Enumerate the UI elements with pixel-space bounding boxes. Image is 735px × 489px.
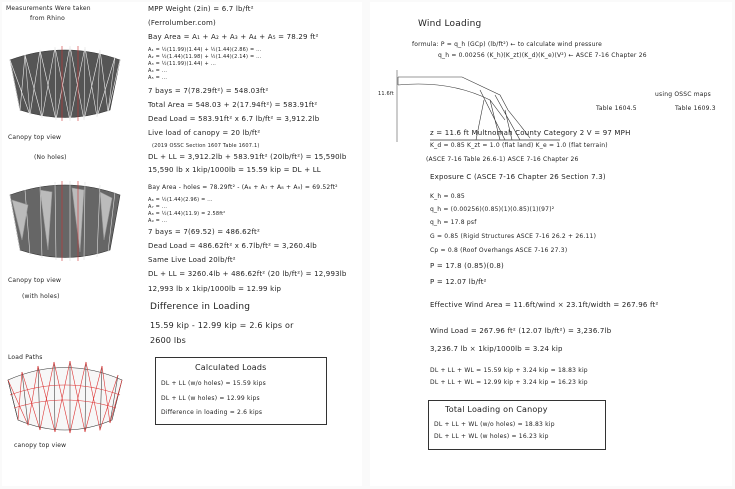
calc-line: Bay Area = A₁ + A₂ + A₃ + A₄ + A₅ = 78.29 ft² [148,33,319,41]
wind-kip-line: 3,236.7 lb × 1kip/1000lb = 3.24 kip [430,345,563,353]
caption-top-view-no-holes-2: (No holes) [34,154,67,161]
wind-calc-line: P = 12.07 lb/ft² [430,278,487,286]
difference-line: 2600 lbs [150,336,186,345]
wind-calc-line: q_h = (0.00256)(0.85)(1)(0.85)(1)(97)² [430,206,555,213]
caption-top-view-with-holes-1: Canopy top view [8,277,62,284]
calc-line: A₆ = ½(1.44)(2.96) = ... [148,197,213,203]
wind-calc-line: Cp = 0.8 (Roof Overhangs ASCE 7-16 27.3) [430,247,568,254]
formula-line: q_h = 0.00256 (K_h)(K_zt)(K_d)(K_e)(V²) ← ASCE 7-16 Chapter 26 [438,52,647,59]
total-loading-title: Total Loading on Canopy [445,405,548,414]
calc-line: 7 bays = 7(69.52) = 486.62ft² [148,228,260,236]
caption-load-paths-view: canopy top view [14,442,67,449]
canopy-with-holes-drawing [10,181,120,261]
note-table-1604: Table 1604.5 [596,105,637,112]
calc-line: 12,993 lb x 1kip/1000lb = 12.99 kip [148,285,282,293]
combo-line: DL + LL + WL = 15.59 kip + 3.24 kip = 18.83 kip [430,367,588,374]
calc-line: MPP Weight (2in) = 6.7 lb/ft² [148,5,254,13]
wind-loading-heading: Wind Loading [418,19,482,29]
caption-top-view-with-holes-2: (with holes) [22,293,60,300]
difference-line: 15.59 kip - 12.99 kip = 2.6 kips or [150,321,294,330]
calc-line: Dead Load = 486.62ft² x 6.7lb/ft² = 3,260.4lb [148,242,317,250]
effective-wind-area: Effective Wind Area = 11.6ft/wind × 23.1ft/width = 267.96 ft² [430,301,659,309]
measurement-heading-line-1: Measurements Were taken [6,5,91,12]
exposure-line: Exposure C (ASCE 7-16 Chapter 26 Section 7.3) [430,173,606,181]
calculated-loads-row: Difference in loading = 2.6 kips [161,409,263,416]
calc-line: (Ferrolumber.com) [148,19,216,27]
calc-line: A₉ = ... [148,218,168,224]
note-ossc-maps: using OSSC maps [655,91,712,98]
wind-calc-line: q_h = 17.8 psf [430,219,477,226]
formula-line: formula: P = q_h (GCp) (lb/ft²) ← to calculate wind pressure [412,41,603,48]
note-table-1609: Table 1609.3 [675,105,716,112]
calc-line: A₅ = ... [148,75,168,81]
calculated-loads-row: DL + LL (w/o holes) = 15.59 kips [161,380,266,387]
calc-line: DL + LL = 3,912.2lb + 583.91ft² (20lb/ft²) = 15,590lb [148,153,347,161]
calc-line: 7 bays = 7(78.29ft²) = 548.03ft² [148,87,269,95]
combo-line: DL + LL + WL = 12.99 kip + 3.24 kip = 16.23 kip [430,379,588,386]
refs-line: (ASCE 7-16 Table 26.6-1) ASCE 7-16 Chapter 26 [426,156,579,163]
calc-line: A₂ = ½(1.44)(11.98) + ½(1.44)(2.14) = ... [148,54,262,60]
calc-line: (2019 OSSC Section 1607 Table 1607.1) [152,143,260,149]
calculated-loads-row: DL + LL (w holes) = 12.99 kips [161,395,260,402]
calc-line: Dead Load = 583.91ft² x 6.7 lb/ft² = 3,912.2lb [148,115,320,123]
difference-heading: Difference in Loading [150,302,251,312]
calc-line: Total Area = 548.03 + 2(17.94ft²) = 583.91ft² [148,101,318,109]
wind-load-line: Wind Load = 267.96 ft² (12.07 lb/ft²) = 3,236.7lb [430,327,612,335]
caption-load-paths: Load Paths [8,354,43,361]
calc-line: Same Live Load 20lb/ft² [148,256,236,264]
caption-top-view-no-holes-1: Canopy top view [8,134,62,141]
calc-line: A₄ = ... [148,68,168,74]
canopy-no-holes-drawing [10,46,120,121]
calc-line: A₈ = ½(1.44)(11.9) = 2.58ft² [148,211,226,217]
measurement-heading-line-2: from Rhino [30,15,65,22]
calc-line: DL + LL = 3260.4lb + 486.62ft² (20 lb/ft²) = 12,993lb [148,270,347,278]
wind-calc-line: K_h = 0.85 [430,193,465,200]
calc-line: 15,590 lb x 1kip/1000lb = 15.59 kip = DL + LL [148,166,321,174]
calc-line: A₇ = ... [148,204,168,210]
calc-line: Bay Area - holes = 78.29ft² - (A₆ + A₇ + A₈ + A₉) = 69.52ft² [148,184,338,191]
wind-calc-line: P = 17.8 (0.85)(0.8) [430,262,504,270]
wind-calc-line: G = 0.85 (Rigid Structures ASCE 7-16 26.2 + 26.11) [430,233,597,240]
calculated-loads-title: Calculated Loads [195,363,267,372]
calc-line: Live load of canopy = 20 lb/ft² [148,129,261,137]
calc-line: A₃ = ½(11.99)(1.44) + ... [148,61,217,67]
total-loading-row: DL + LL + WL (w/o holes) = 18.83 kip [434,421,555,428]
total-loading-row: DL + LL + WL (w holes) = 16.23 kip [434,433,549,440]
load-paths-drawing [8,361,122,433]
factors-line: K_d = 0.85 K_zt = 1.0 (flat land) K_e = 1.0 (flat terrain) [430,142,608,149]
site-line: z = 11.6 ft Multnomah County Category 2 V = 97 MPH [430,129,631,137]
sketch-height-label: 11.6ft [378,91,394,97]
calc-line: A₁ = ½(11.99)(1.44) + ½(1.44)(2.86) = ... [148,47,262,53]
